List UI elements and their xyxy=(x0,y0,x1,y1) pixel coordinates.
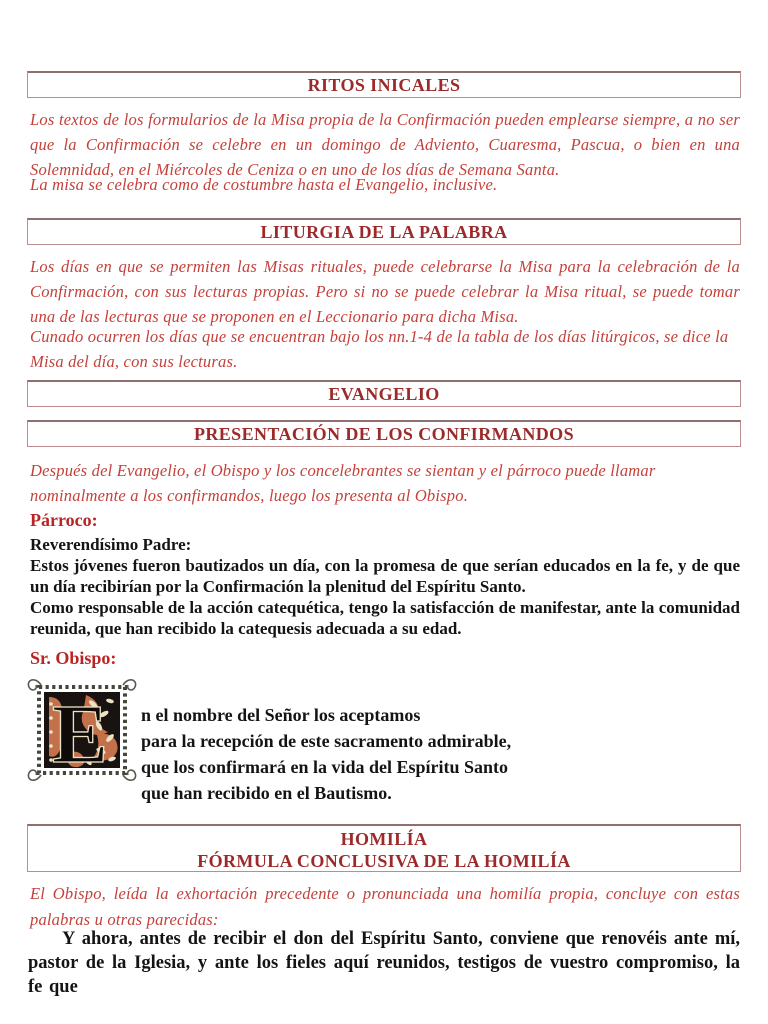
speaker-label-obispo: Sr. Obispo: xyxy=(30,648,117,668)
parroco-address xyxy=(30,534,740,639)
drop-cap-ornament xyxy=(26,674,138,786)
obispo-formula xyxy=(141,702,701,806)
section-header-presentacion-label: PRESENTACIÓN DE LOS CONFIRMANDOS xyxy=(193,424,574,444)
section-header-liturgia xyxy=(27,218,741,245)
drop-cap-letter: E xyxy=(52,688,109,781)
homilia-header-line-1: HOMILÍA xyxy=(340,829,428,849)
parroco-paragraph-2: Como responsable de la acción catequética, tengo la satisfacción de manifestar, ante la comunidad reunida, que han recibido la catequesis adecuada a su edad. xyxy=(30,598,740,638)
rubric-homilia: El Obispo, leída la exhortación precedente o pronunciada una homilía propia, concluye con estas palabras u otras parecidas: xyxy=(30,884,740,929)
final-paragraph: Y ahora, antes de recibir el don del Espíritu Santo, conviene que renovéis ante mí, pastor de la Iglesia, y ante los fieles aquí reunidos, testigos de vuestro compromiso, la fe que xyxy=(28,929,740,997)
rubric-presentacion: Después del Evangelio, el Obispo y los concelebrantes se sientan y el párroco puede llamar nominalmente a los confirmandos, luego los presenta al Obispo. xyxy=(30,461,656,505)
homilia-header-line-2: FÓRMULA CONCLUSIVA DE LA HOMILÍA xyxy=(197,851,571,871)
section-header-evangelio-label: EVANGELIO xyxy=(328,384,440,404)
speaker-label-parroco: Párroco: xyxy=(30,510,98,530)
obispo-formula-line-4: que han recibido en el Bautismo. xyxy=(141,783,392,803)
parroco-greeting: Reverendísimo Padre: xyxy=(30,535,192,554)
section-header-homilia xyxy=(27,824,741,872)
obispo-formula-line-3: que los confirmará en la vida del Espíritu Santo xyxy=(141,757,509,777)
section-header-ritos-label: RITOS INICALES xyxy=(307,75,461,95)
obispo-formula-line-1: n el nombre del Señor los aceptamos xyxy=(141,705,421,725)
section-header-ritos xyxy=(27,71,741,98)
rubric-liturgia-2: Cunado ocurren los días que se encuentran bajo los nn.1-4 de la tabla de los días litúrgicos, se dice la Misa del día, con sus lecturas. xyxy=(30,327,729,371)
parroco-paragraph-1: Estos jóvenes fueron bautizados un día, con la promesa de que serían educados en la fe, y de que un día recibirían por la Confirmación la plenitud del Espíritu Santo. xyxy=(30,556,740,596)
obispo-formula-line-2: para la recepción de este sacramento admirable, xyxy=(141,731,512,751)
section-header-presentacion xyxy=(27,420,741,447)
rubric-liturgia-1: Los días en que se permiten las Misas rituales, puede celebrarse la Misa para la celebración de la Confirmación, con sus lecturas propias. Pero si no se puede celebrar la Misa ritual, se puede tomar una de las lecturas que se proponen en el Leccionario para dicha Misa. xyxy=(30,257,740,326)
rubric-ritos-2: La misa se celebra como de costumbre hasta el Evangelio, inclusive. xyxy=(30,175,498,194)
section-header-evangelio xyxy=(27,380,741,407)
rubric-ritos-1: Los textos de los formularios de la Misa propia de la Confirmación pueden emplearse siempre, a no ser que la Confirmación se celebre en un domingo de Adviento, Cuaresma, Pascua, o bien en una Solemnidad, en el Miércoles de Ceniza o en uno de los días de Semana Santa. xyxy=(30,110,740,179)
section-header-liturgia-label: LITURGIA DE LA PALABRA xyxy=(260,222,508,242)
